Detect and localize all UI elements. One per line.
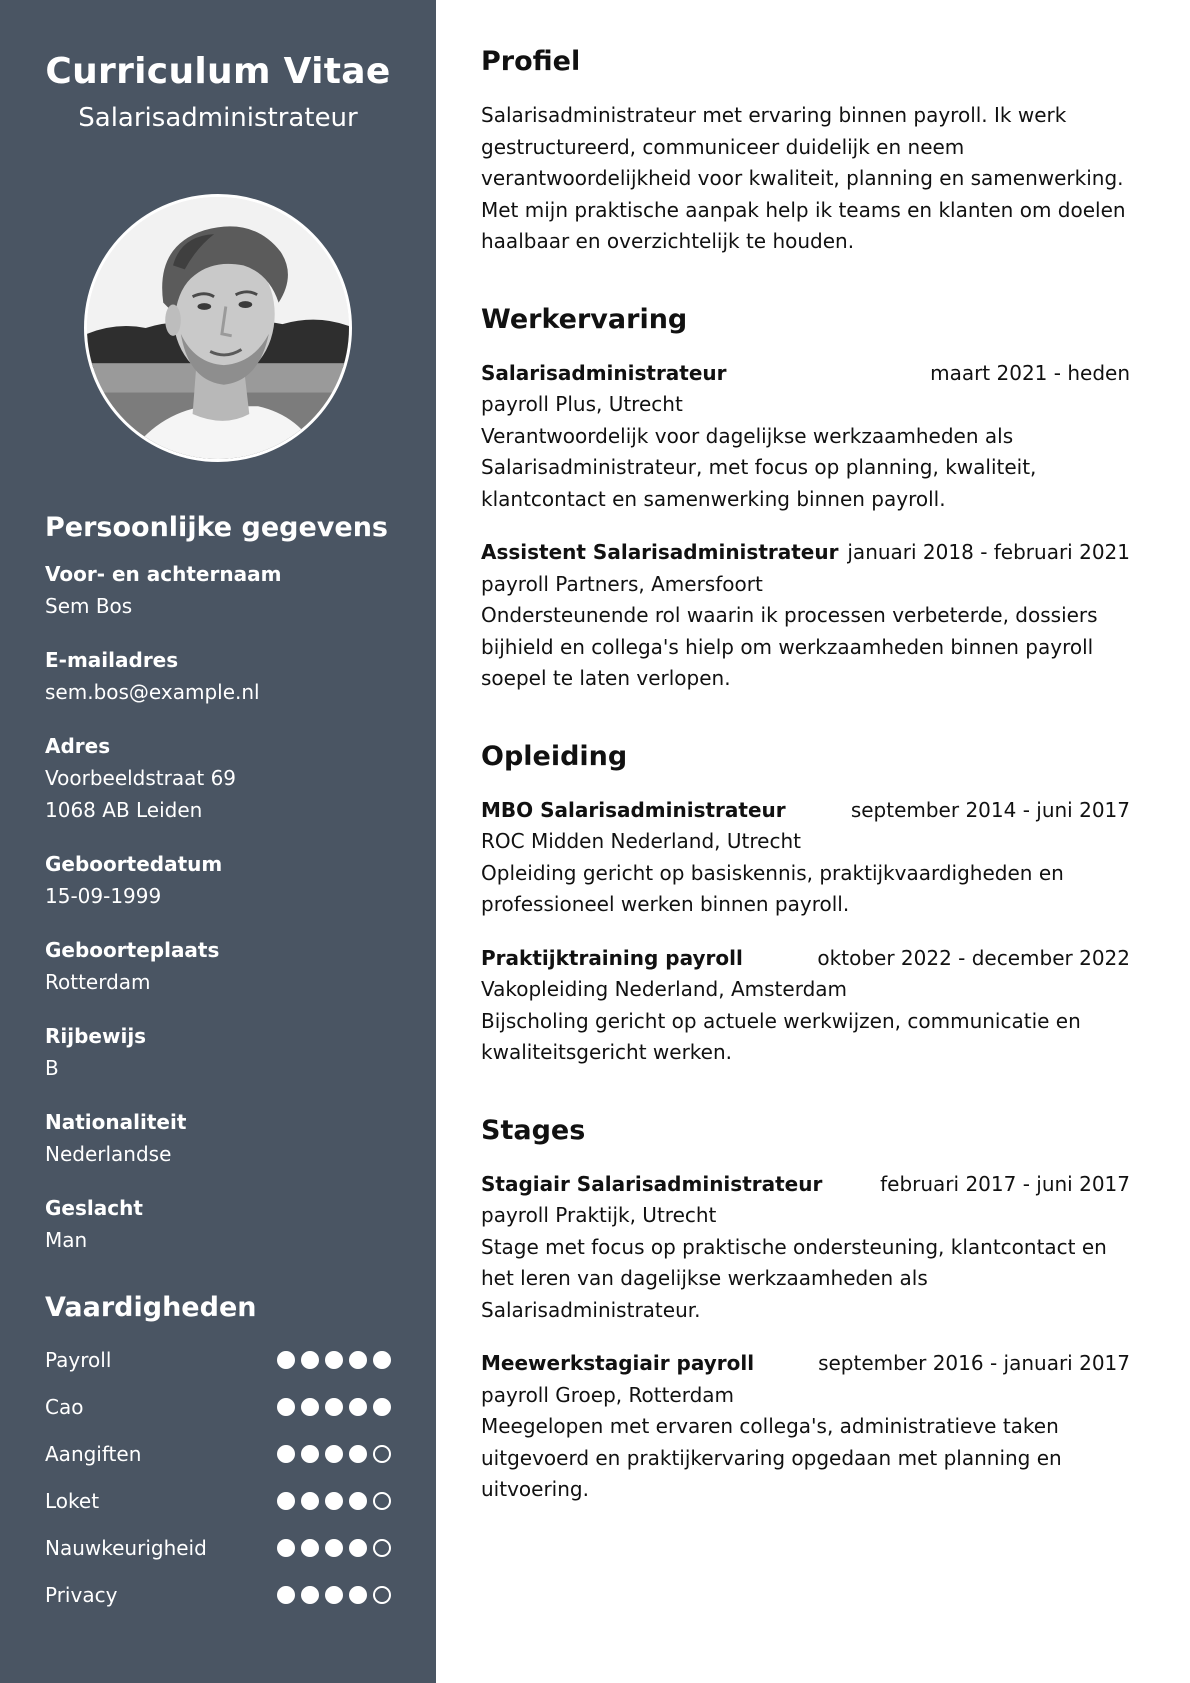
personal-label: E-mailadres (45, 648, 179, 672)
entry (481, 1169, 1130, 1327)
filled-circle-icon (349, 1586, 367, 1604)
entry-title: Stagiair Salarisadministrateur (481, 1171, 823, 1196)
document-title: Curriculum Vitae (45, 51, 391, 92)
entry-header (481, 358, 1130, 390)
portrait-photo (87, 197, 349, 459)
entry-header (481, 1169, 1130, 1201)
personal-item (45, 730, 391, 826)
filled-circle-icon (277, 1351, 295, 1369)
filled-circle-icon (325, 1492, 343, 1510)
skill-name: Aangiften (45, 1441, 142, 1466)
profile-heading: Profiel (481, 46, 581, 77)
entry-title: Meewerkstagiair payroll (481, 1351, 755, 1375)
personal-label: Rijbewijs (45, 1024, 147, 1048)
profile-section (481, 44, 1130, 258)
filled-circle-icon (301, 1586, 319, 1604)
experience-heading: Werkervaring (481, 303, 688, 335)
personal-value: B (45, 1056, 59, 1080)
personal-label: Geboorteplaats (45, 938, 220, 962)
skill-rating (277, 1351, 391, 1369)
entry-description: Meegelopen met ervaren collega's, administratieve taken uitgevoerd en praktijkervaring opgedaan met planning en uitvoering. (481, 1414, 1062, 1501)
filled-circle-icon (349, 1398, 367, 1416)
filled-circle-icon (301, 1539, 319, 1557)
filled-circle-icon (325, 1539, 343, 1557)
filled-circle-icon (301, 1492, 319, 1510)
entry (481, 358, 1130, 516)
experience-entries (481, 358, 1130, 695)
skill-row (45, 1336, 391, 1383)
empty-circle-icon (373, 1539, 391, 1557)
entry-dates: februari 2017 - juni 2017 (880, 1171, 1130, 1196)
personal-label: Geslacht (45, 1196, 143, 1220)
entry-description: Verantwoordelijk voor dagelijkse werkzaamheden als Salarisadministrateur, met focus op planning, kwaliteit, klantcontact en samenwerking binnen payroll. (481, 423, 1037, 511)
entry-dates: september 2016 - januari 2017 (818, 1351, 1130, 1375)
internships-section (481, 1113, 1130, 1506)
personal-item (45, 1192, 391, 1256)
filled-circle-icon (325, 1586, 343, 1604)
education-section (481, 739, 1130, 1069)
entry-description: Stage met focus op praktische ondersteuning, klantcontact en het leren van dagelijkse werkzaamheden als Salarisadministrateur. (481, 1234, 1107, 1322)
entry-organization: Vakopleiding Nederland, Amsterdam (481, 977, 848, 1001)
skill-rating (277, 1492, 391, 1510)
entry-header (481, 1348, 1130, 1380)
personal-value: 1068 AB Leiden (45, 798, 203, 822)
skill-name: Cao (45, 1394, 84, 1419)
main-content (436, 0, 1190, 1683)
filled-circle-icon (277, 1492, 295, 1510)
skill-name: Payroll (45, 1347, 112, 1372)
personal-value: Sem Bos (45, 594, 133, 618)
empty-circle-icon (373, 1492, 391, 1510)
personal-value: sem.bos@example.nl (45, 680, 260, 704)
entry-dates: oktober 2022 - december 2022 (817, 945, 1130, 970)
skill-row (45, 1571, 391, 1618)
personal-item (45, 848, 391, 912)
personal-value: Voorbeeldstraat 69 (45, 766, 237, 790)
skills-heading: Vaardigheden (45, 1292, 257, 1323)
filled-circle-icon (301, 1351, 319, 1369)
personal-details-heading: Persoonlijke gegevens (45, 512, 388, 543)
personal-label: Voor- en achternaam (45, 562, 282, 586)
skill-rating (277, 1539, 391, 1557)
entry-title: Praktijktraining payroll (481, 945, 743, 970)
entry-header (481, 943, 1130, 975)
entry-description: Bijscholing gericht op actuele werkwijzen, communicatie en kwaliteitsgericht werken. (481, 1008, 1081, 1064)
filled-circle-icon (373, 1351, 391, 1369)
sidebar (0, 0, 436, 1683)
skill-rating (277, 1445, 391, 1463)
filled-circle-icon (325, 1351, 343, 1369)
skill-row (45, 1477, 391, 1524)
filled-circle-icon (325, 1398, 343, 1416)
filled-circle-icon (349, 1539, 367, 1557)
entry-header (481, 537, 1130, 569)
personal-label: Adres (45, 734, 111, 758)
document-subtitle: Salarisadministrateur (78, 103, 358, 133)
empty-circle-icon (373, 1586, 391, 1604)
internships-entries (481, 1169, 1130, 1506)
filled-circle-icon (277, 1398, 295, 1416)
filled-circle-icon (349, 1492, 367, 1510)
skill-row (45, 1383, 391, 1430)
profile-text: Salarisadministrateur met ervaring binnen payroll. Ik werk gestructureerd, communiceer duidelijk en neem verantwoordelijkheid voor kwaliteit, planning en samenwerking. Met mijn praktische aanpak help ik teams en klanten om doelen haalbaar en overzichtelijk te houden. (481, 103, 1126, 253)
education-heading: Opleiding (481, 740, 628, 772)
filled-circle-icon (301, 1445, 319, 1463)
skills-list (45, 1336, 391, 1618)
entry (481, 537, 1130, 695)
skill-name: Nauwkeurigheid (45, 1535, 207, 1560)
filled-circle-icon (277, 1445, 295, 1463)
personal-item (45, 1106, 391, 1170)
skill-name: Privacy (45, 1582, 118, 1607)
entry-organization: payroll Groep, Rotterdam (481, 1382, 735, 1407)
filled-circle-icon (277, 1586, 295, 1604)
personal-item (45, 558, 391, 622)
experience-section (481, 302, 1130, 695)
personal-value: 15-09-1999 (45, 884, 162, 908)
filled-circle-icon (349, 1445, 367, 1463)
avatar (84, 194, 352, 462)
personal-value: Rotterdam (45, 970, 151, 994)
personal-item (45, 644, 391, 708)
personal-item (45, 934, 391, 998)
personal-value: Man (45, 1228, 88, 1252)
entry-description: Opleiding gericht op basiskennis, praktijkvaardigheden en professioneel werken binnen payroll. (481, 860, 1064, 916)
entry-title: Assistent Salarisadministrateur (481, 540, 839, 564)
entry-dates: maart 2021 - heden (930, 360, 1130, 385)
skill-rating (277, 1586, 391, 1604)
skill-row (45, 1430, 391, 1477)
entry (481, 1348, 1130, 1506)
entry-header (481, 795, 1130, 827)
skill-row (45, 1524, 391, 1571)
internships-heading: Stages (481, 1114, 586, 1146)
filled-circle-icon (277, 1539, 295, 1557)
entry-organization: ROC Midden Nederland, Utrecht (481, 829, 801, 853)
entry (481, 795, 1130, 921)
skill-name: Loket (45, 1488, 100, 1513)
personal-label: Geboortedatum (45, 852, 223, 876)
entry-dates: januari 2018 - februari 2021 (847, 540, 1130, 564)
education-entries (481, 795, 1130, 1069)
avatar-container (45, 194, 391, 462)
personal-value: Nederlandse (45, 1142, 172, 1166)
personal-details-list (45, 558, 391, 1256)
filled-circle-icon (349, 1351, 367, 1369)
entry-organization: payroll Plus, Utrecht (481, 392, 683, 416)
personal-item (45, 1020, 391, 1084)
entry-dates: september 2014 - juni 2017 (850, 797, 1130, 822)
entry-title: MBO Salarisadministrateur (481, 797, 786, 822)
filled-circle-icon (325, 1445, 343, 1463)
entry-title: Salarisadministrateur (481, 360, 727, 385)
entry-organization: payroll Praktijk, Utrecht (481, 1203, 717, 1227)
entry (481, 943, 1130, 1069)
filled-circle-icon (373, 1398, 391, 1416)
personal-label: Nationaliteit (45, 1110, 187, 1134)
skill-rating (277, 1398, 391, 1416)
empty-circle-icon (373, 1445, 391, 1463)
filled-circle-icon (301, 1398, 319, 1416)
entry-organization: payroll Partners, Amersfoort (481, 571, 763, 596)
entry-description: Ondersteunende rol waarin ik processen verbeterde, dossiers bijhield en collega's hielp om werkzaamheden binnen payroll soepel te laten verlopen. (481, 603, 1098, 690)
